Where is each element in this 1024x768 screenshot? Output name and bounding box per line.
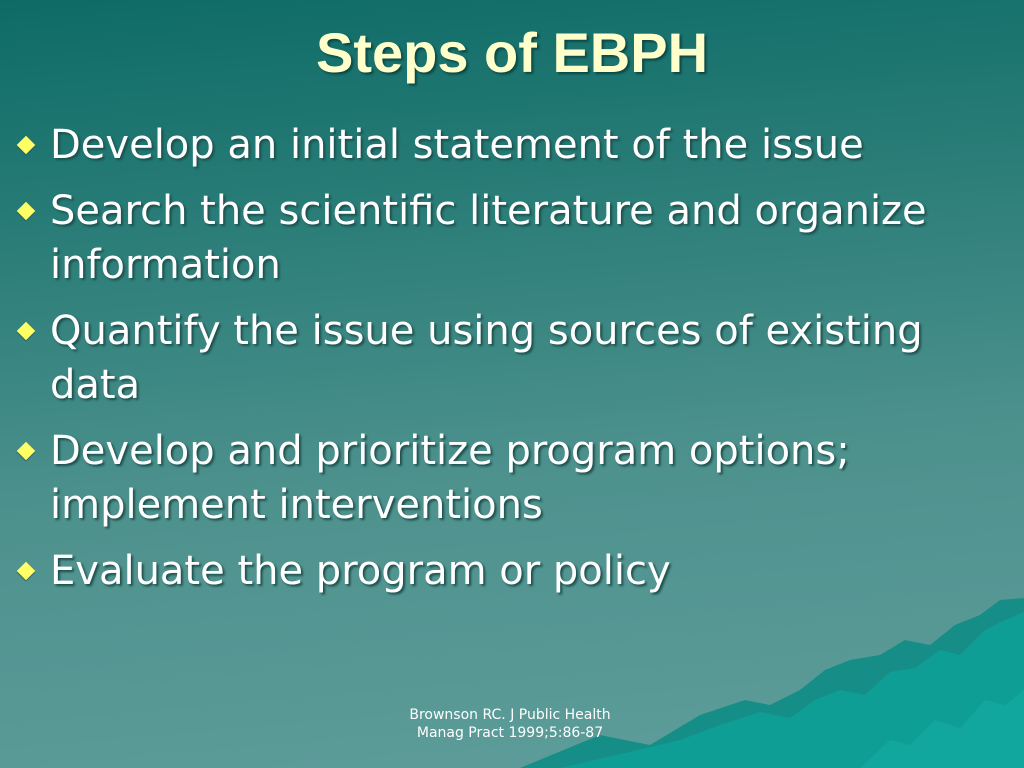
bullet-text: Develop an initial statement of the issue: [50, 122, 864, 168]
bullet-item: [14, 118, 1014, 172]
bullet-text: Quantify the issue using sources of existing data: [50, 308, 923, 408]
bullet-text: Develop and prioritize program options; implement interventions: [50, 428, 850, 528]
bullet-item: [14, 424, 1014, 532]
bullet-item: [14, 184, 1014, 292]
citation: [370, 706, 650, 742]
citation-line: Manag Pract 1999;5:86-87: [416, 725, 604, 741]
bullet-item: [14, 544, 1014, 598]
bullet-text: Search the scientific literature and organize information: [50, 188, 927, 288]
diamond-icon: [17, 136, 36, 155]
bullet-list: [14, 118, 1014, 610]
citation-line: Brownson RC. J Public Health: [409, 707, 611, 723]
slide-title: Steps of EBPH: [315, 21, 709, 84]
bullet-item: [14, 304, 1014, 412]
diamond-icon: [17, 202, 36, 221]
diamond-icon: [17, 562, 36, 581]
bullet-text: Evaluate the program or policy: [50, 548, 671, 594]
diamond-icon: [17, 442, 36, 461]
diamond-icon: [17, 322, 36, 341]
